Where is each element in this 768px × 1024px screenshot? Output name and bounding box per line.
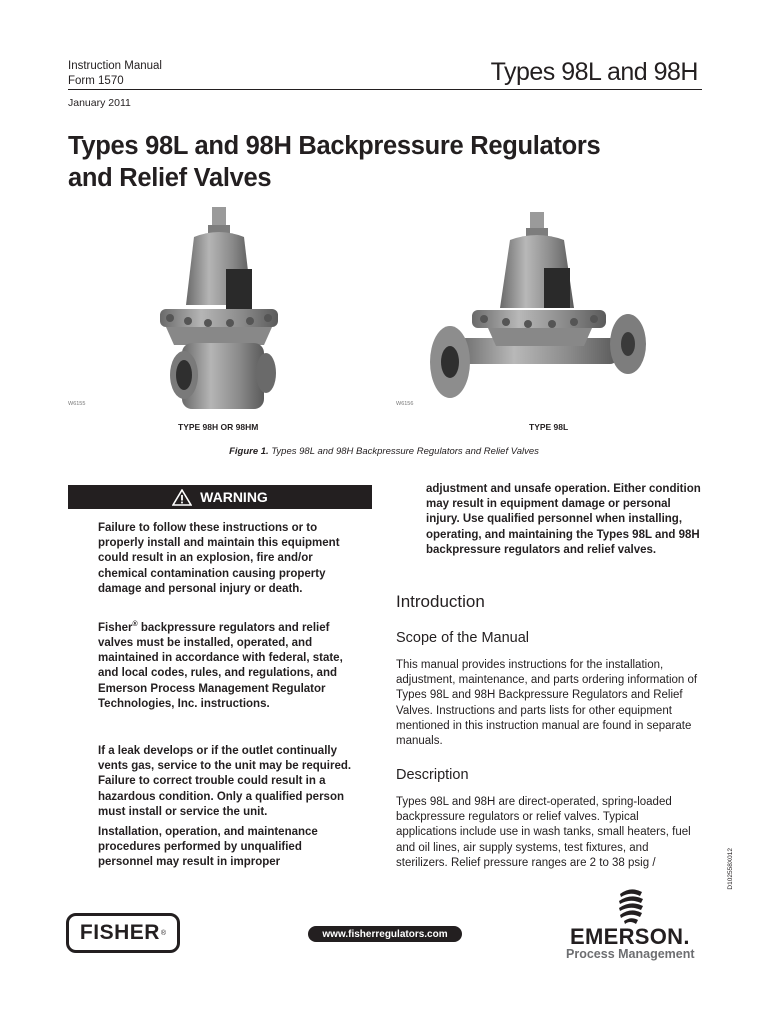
doc-types-header: Types 98L and 98H [490, 58, 698, 86]
header-rule [68, 89, 702, 90]
left-photo-caption: TYPE 98H OR 98HM [178, 422, 259, 432]
figure-caption-text: Types 98L and 98H Backpressure Regulators and Relief Valves [271, 446, 539, 457]
warning-label: WARNING [200, 489, 268, 505]
warning-triangle-icon [172, 489, 192, 506]
figure-caption [0, 446, 768, 457]
manual-label: Instruction Manual [68, 60, 162, 72]
fisher-logo [66, 913, 180, 953]
emerson-logo-subtitle: Process Management [566, 947, 695, 961]
right-photo-caption: TYPE 98L [529, 422, 569, 432]
warning-banner [68, 485, 372, 509]
right-photo-code: W6156 [396, 401, 414, 407]
fisher-logo-reg: ® [160, 929, 167, 937]
valve-photo-98l [428, 210, 650, 400]
form-number: Form 1570 [68, 75, 124, 87]
introduction-heading: Introduction [396, 592, 485, 611]
warning-paragraph-3: If a leak develops or if the outlet continually vents gas, service to the unit may be required. Failure to correct trouble could result in a hazardous condition. Only a qualified person must install or service the unit. [98, 745, 352, 818]
warning-paragraph-4: Installation, operation, and maintenance procedures performed by unqualified personnel may result in improper [98, 826, 318, 869]
warning-paragraph-5: adjustment and unsafe operation. Either condition may result in equipment damage or personal injury. Use qualified personnel when installing, operating, and maintaining the Types 98L and 98H backpressure regulators and relief valves. [426, 483, 701, 556]
emerson-logo-icon [616, 888, 646, 926]
valve-photo-98h [148, 205, 290, 415]
scope-heading: Scope of the Manual [396, 630, 530, 646]
fisher-logo-text: FISHER [79, 921, 160, 944]
emerson-logo-text: EMERSON. [570, 924, 690, 949]
description-paragraph: Types 98L and 98H are direct-operated, spring-loaded backpressure regulators or relief valves. Typical applications include use in wash tanks, small heaters, fuel and oil lines, air supply systems, test fixtures, and sterilizers. Relief pressure ranges are 2 to 38 psig / [396, 796, 691, 869]
left-photo-code: W6155 [68, 401, 86, 407]
website-link[interactable]: www.fisherregulators.com [308, 926, 462, 942]
warning-paragraph-2: Fisher® backpressure regulators and relief valves must be installed, operated, and maintained in accordance with federal, state, and local codes, rules, and regulations, and Emerson Process Management Regulator Technologies, Inc. instructions. [98, 621, 343, 710]
doc-date: January 2011 [68, 97, 131, 109]
page-title [68, 130, 600, 194]
title-line-2: and Relief Valves [68, 164, 272, 192]
title-line-1: Types 98L and 98H Backpressure Regulators [68, 132, 601, 160]
warning-paragraph-1: Failure to follow these instructions or to properly install and maintain this equipment could result in an explosion, fire and/or chemical contamination causing property damage and personal injury or death. [98, 522, 340, 595]
description-heading: Description [396, 767, 469, 783]
doc-code: D102558X012 [727, 848, 734, 890]
scope-paragraph: This manual provides instructions for the installation, adjustment, maintenance, and parts ordering information of Types 98L and 98H Backpressure Regulators and Relief Valves. Instructions and parts lists for other equipment mentioned in this instruction manual are found in separate manuals. [396, 659, 698, 748]
figure-caption-label: Figure 1. [229, 446, 269, 457]
